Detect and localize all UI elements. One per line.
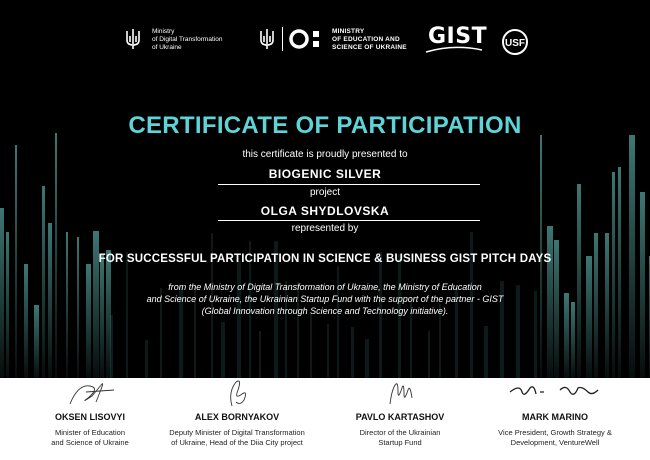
skyline-bar-12	[100, 254, 104, 380]
skyline-bar-4	[34, 305, 39, 380]
signer-3-name: PAVLO KARTASHOV	[355, 412, 445, 422]
signer-3-role-line-1: Director of the Ukrainian	[359, 428, 441, 437]
represented-by-text: represented by	[291, 223, 359, 234]
skyline-bar-43	[327, 324, 329, 380]
recipient-underline	[218, 184, 480, 185]
project-label: project	[309, 187, 340, 198]
ministry-digital-line-1: Ministry	[152, 28, 175, 35]
body-line-2: and Science of Ukraine, the Ukrainian Startup Fund with the support of the partner - GIST	[146, 294, 504, 304]
signer-4-role-line-1: Vice President, Growth Strategy &	[498, 428, 612, 437]
body-line-3: (Global Innovation through Science and Technology initiative).	[201, 306, 449, 316]
gist-logo-text: GIST	[428, 24, 488, 49]
certificate-body	[100, 281, 550, 317]
presented-to-text: this certificate is proudly presented to	[242, 149, 408, 160]
signatures-footer	[0, 378, 650, 460]
signer-2-role	[162, 428, 312, 448]
certificate-title: CERTIFICATE OF PARTICIPATION	[128, 112, 522, 139]
signature-1	[30, 378, 150, 408]
skyline-bar-20	[586, 256, 592, 380]
ministry-education-line-3: SCIENCE OF UKRAINE	[332, 44, 407, 51]
certificate-headline: FOR SUCCESSFUL PARTICIPATION IN SCIENCE & BUSINESS GIST PITCH DAYS	[98, 253, 552, 265]
skyline-bar-35	[221, 322, 225, 380]
skyline-bar-24	[618, 167, 621, 380]
logo-divider	[282, 27, 283, 51]
trident-icon	[124, 28, 142, 50]
usf-logo: USF	[502, 29, 528, 55]
body-line-1: from the Ministry of Digital Transformation of Ukraine, the Ministry of Education	[168, 282, 482, 292]
education-mark-icon	[289, 28, 327, 50]
skyline-bar-54	[484, 326, 488, 380]
signer-4-role	[480, 428, 630, 448]
skyline-bar-38	[259, 331, 261, 380]
signer-3-role-line-2: Startup Fund	[378, 438, 422, 447]
signature-3	[340, 378, 460, 408]
signer-3-role	[340, 428, 460, 448]
gist-logo	[428, 24, 487, 49]
skyline-bar-45	[351, 327, 354, 380]
skyline-bar-46	[365, 339, 369, 380]
skyline-bar-3	[24, 264, 28, 380]
signer-1-role	[30, 428, 150, 448]
signer-2-role-line-1: Deputy Minister of Digital Transformation	[169, 428, 305, 437]
project-underline	[218, 220, 480, 221]
signer-4	[480, 378, 630, 460]
recipient-name: BIOGENIC SILVER	[268, 167, 382, 181]
ministry-digital-line-3: of Ukraine	[152, 44, 182, 51]
skyline-bar-36	[237, 261, 241, 380]
signer-1-role-line-2: and Science of Ukraine	[51, 438, 129, 447]
signer-4-name: MARK MARINO	[522, 412, 588, 422]
signature-2	[162, 378, 312, 408]
signer-2-name: ALEX BORNYAKOV	[194, 412, 280, 422]
skyline-bar-17	[564, 293, 569, 380]
ministry-digital-line-2: of Digital Transformation	[152, 36, 223, 43]
skyline-bar-50	[428, 331, 430, 380]
gist-swoosh-icon	[424, 46, 484, 54]
skyline-bar-6	[48, 223, 52, 380]
skyline-bar-30	[145, 340, 148, 380]
signer-2	[162, 378, 312, 460]
skyline-bar-26	[640, 192, 645, 380]
skyline-bar-28	[110, 315, 113, 380]
signer-1-role-line-1: Minister of Education	[54, 428, 126, 437]
signer-2-role-line-2: of Ukraine, Head of the Diia City project	[171, 438, 303, 447]
signer-3	[340, 378, 460, 460]
skyline-bar-48	[398, 254, 401, 380]
skyline-bar-42	[310, 313, 312, 380]
ministry-education-line-2: OF EDUCATION AND	[332, 36, 400, 43]
signer-1-name: OKSEN LISOVYI	[54, 412, 125, 422]
header-logos	[0, 22, 650, 62]
trident-icon	[258, 28, 276, 50]
signature-4	[480, 378, 630, 408]
skyline-bar-18	[571, 302, 575, 380]
signer-4-role-line-2: Development, VentureWell	[510, 438, 600, 447]
skyline-bar-10	[86, 264, 91, 380]
ministry-education-line-1: MINISTRY	[332, 28, 365, 35]
signer-1	[30, 378, 150, 460]
project-name: OLGA SHYDLOVSKA	[260, 204, 390, 218]
